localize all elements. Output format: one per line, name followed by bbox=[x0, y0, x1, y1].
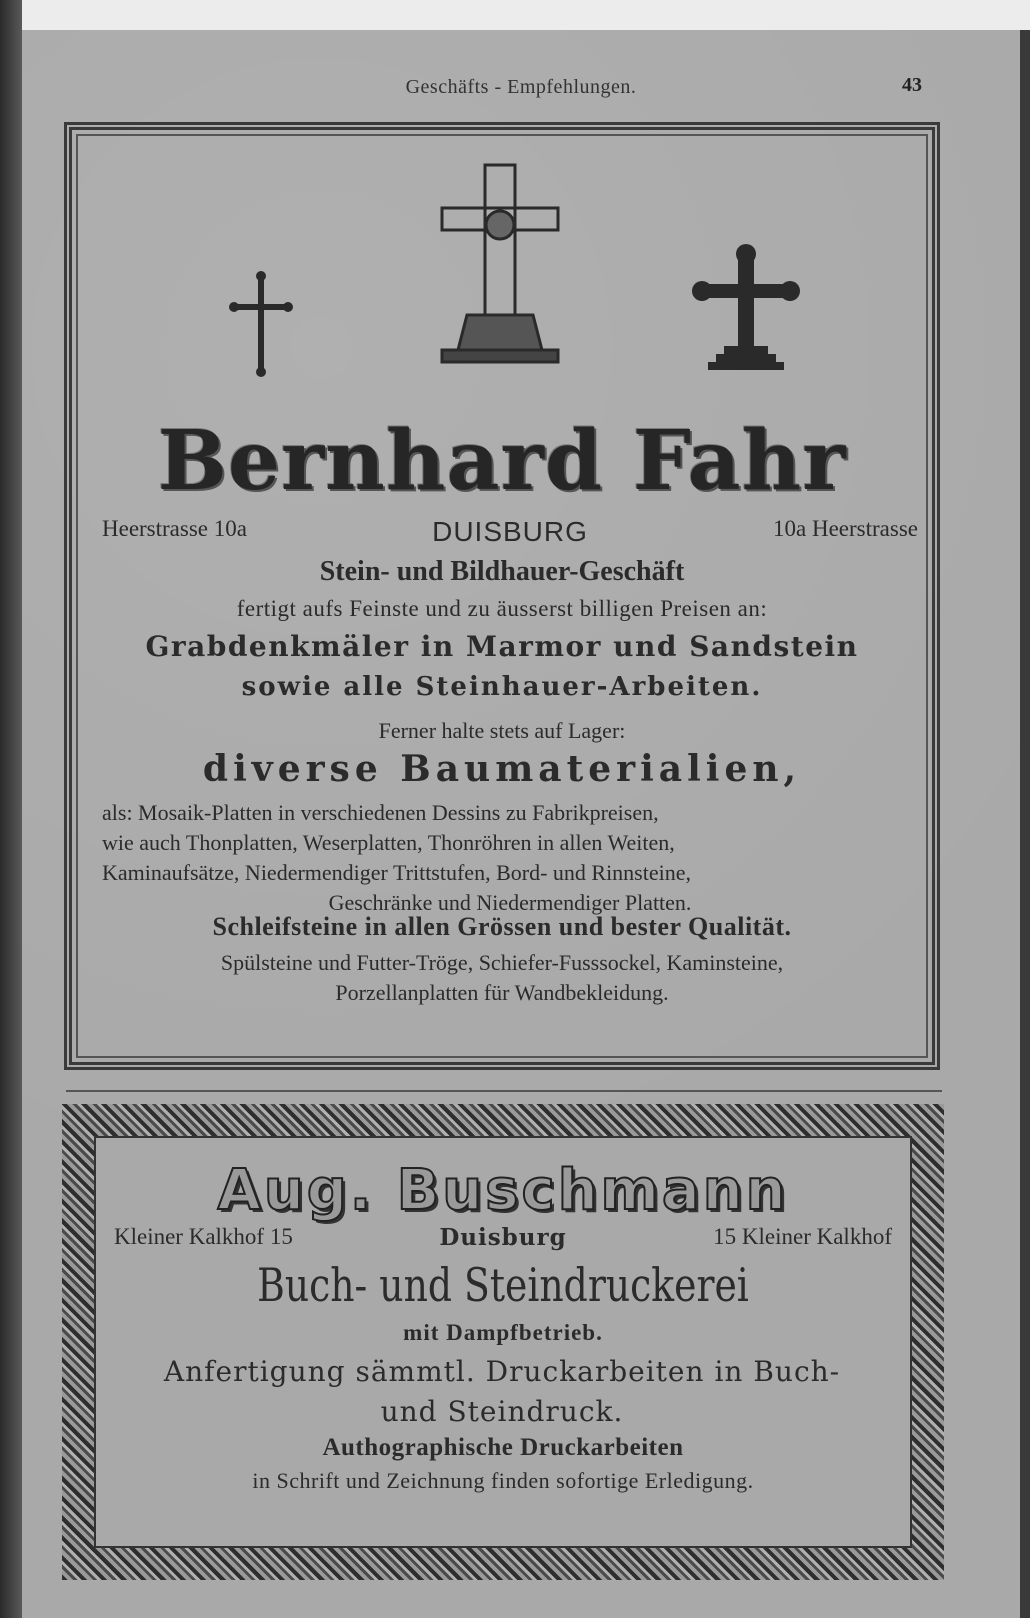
text-line: Kaminaufsätze, Niedermendiger Trittstufen, Bord- und Rinnsteine, bbox=[102, 860, 691, 885]
advertisement-fahr bbox=[64, 122, 940, 1070]
tombstone-cross-icon bbox=[442, 165, 558, 362]
business-type: Stein- und Bildhauer-Geschäft bbox=[319, 556, 685, 587]
advertisement-buschmann bbox=[62, 1104, 944, 1580]
address-left: Heerstrasse 10a bbox=[102, 516, 247, 541]
page bbox=[22, 30, 1020, 1618]
company-name-buschmann: Aug. Buschmann bbox=[217, 1158, 789, 1223]
text-line: als: Mosaik-Platten in verschiedenen Dessins zu Fabrikpreisen, bbox=[102, 800, 659, 825]
text-line: und Steindruck. bbox=[380, 1395, 624, 1428]
ornamental-frame bbox=[96, 1138, 910, 1546]
page-top-margin bbox=[0, 0, 1030, 30]
headline-grabdenkmaeler: Grabdenkmäler in Marmor und Sandstein bbox=[145, 630, 859, 663]
city: DUISBURG bbox=[432, 516, 588, 547]
closing-line: in Schrift und Zeichnung finden sofortige Erledigung. bbox=[252, 1468, 754, 1493]
divider-rule bbox=[66, 1090, 942, 1092]
text-line: Spülsteine und Futter-Tröge, Schiefer-Fusssockel, Kaminsteine, bbox=[220, 950, 784, 975]
address-right: 15 Kleiner Kalkhof bbox=[713, 1224, 892, 1249]
headline-steinhauer: sowie alle Steinhauer-Arbeiten. bbox=[241, 672, 763, 702]
additional-goods bbox=[72, 948, 932, 1008]
address-row bbox=[102, 516, 918, 548]
company-name-fahr: Bernhard Fahr bbox=[157, 413, 847, 509]
small-cross-icon bbox=[229, 271, 293, 377]
text-line: Geschränke und Niedermendiger Platten. bbox=[328, 890, 692, 915]
headline-autographic: Authographische Druckarbeiten bbox=[322, 1434, 684, 1461]
headline-schleifsteine: Schleifsteine in allen Grössen und bester Qualität. bbox=[212, 912, 792, 941]
offer-intro: fertigt aufs Feinste und zu äusserst billigen Preisen an: bbox=[236, 596, 768, 621]
text-line: Porzellanplatten für Wandbekleidung. bbox=[335, 980, 669, 1005]
address-right: 10a Heerstrasse bbox=[773, 516, 918, 541]
crosses-illustration bbox=[72, 160, 932, 390]
running-header: Geschäfts - Empfehlungen. bbox=[405, 76, 637, 98]
cross-on-steps-icon bbox=[692, 244, 800, 370]
city: Duisburg bbox=[439, 1224, 567, 1251]
text-line: wie auch Thonplatten, Weserplatten, Thonröhren in allen Weiten, bbox=[102, 830, 675, 855]
materials-list bbox=[102, 798, 918, 918]
business-type: Buch- und Steindruckerei bbox=[257, 1258, 749, 1312]
stock-intro: Ferner halte stets auf Lager: bbox=[378, 718, 626, 743]
address-row bbox=[114, 1224, 892, 1251]
business-detail: mit Dampfbetrieb. bbox=[403, 1320, 603, 1345]
services-text bbox=[106, 1352, 898, 1432]
text-line: Anfertigung sämmtl. Druckarbeiten in Buch- bbox=[163, 1355, 841, 1388]
book-spine-shadow bbox=[0, 0, 22, 1618]
address-left: Kleiner Kalkhof 15 bbox=[114, 1224, 293, 1249]
page-number: 43 bbox=[902, 74, 922, 96]
headline-baumaterialien: diverse Baumaterialien, bbox=[202, 748, 802, 790]
